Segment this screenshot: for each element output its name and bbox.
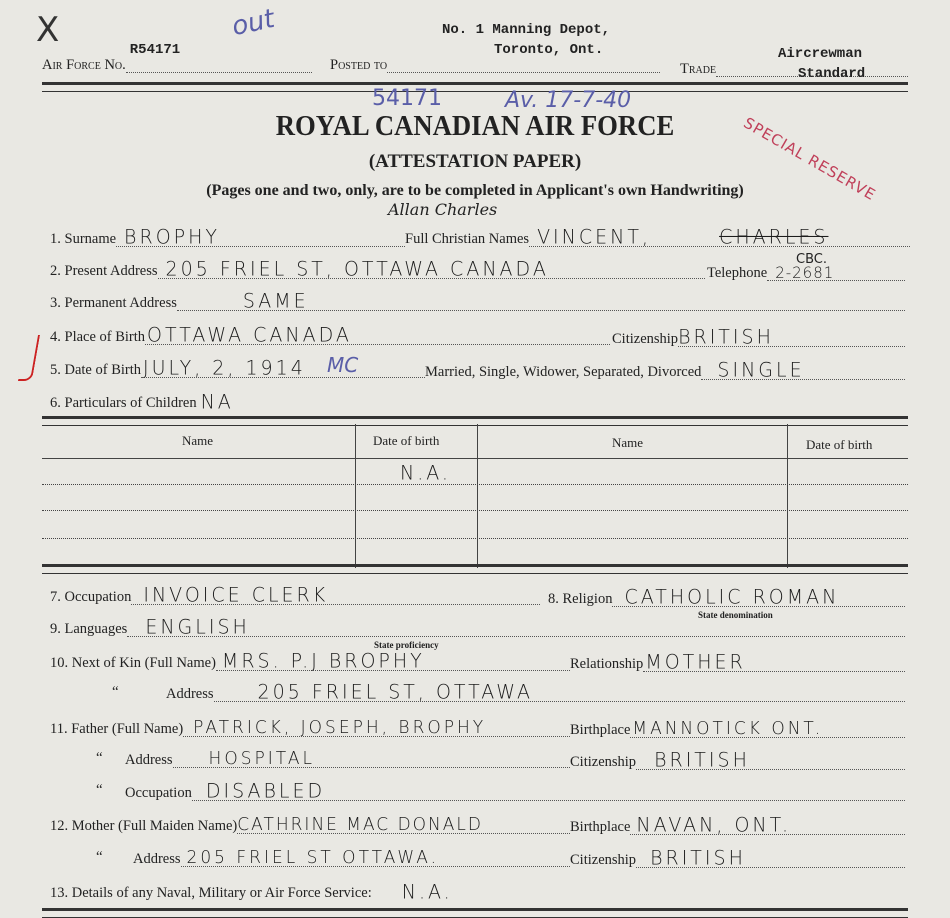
marital-status-field: Married, Single, Widower, Separated, Divorced SINGLE: [425, 359, 905, 383]
father-value: PATRICK, JOSEPH, BROPHY: [193, 717, 487, 739]
mother-address-field: Address 205 FRIEL ST OTTAWA.: [133, 846, 570, 870]
page-subtitle: (ATTESTATION PAPER): [368, 151, 582, 172]
service-field: 13. Details of any Naval, Military or Air Force Service: N.A.: [50, 880, 453, 904]
father-citizenship-field: Citizenship BRITISH: [570, 749, 905, 773]
table-col-divider: [355, 424, 356, 568]
telephone-field: Telephone 2-2681: [707, 260, 905, 284]
christian-names-struck: CHARLES: [719, 225, 829, 249]
page-title: ROYAL CANADIAN AIR FORCE: [275, 110, 675, 142]
father-address-value: HOSPITAL: [208, 748, 315, 770]
mark-x: X: [36, 10, 60, 50]
next-of-kin-value: MRS. P.J BROPHY: [221, 649, 425, 673]
ditto-mark: “: [96, 750, 103, 766]
posted-to-line1: No. 1 Manning Depot,: [442, 22, 611, 38]
occupation-value: INVOICE CLERK: [143, 583, 329, 607]
trade-line2: Standard: [798, 66, 866, 82]
children-value: NA: [200, 390, 234, 414]
ditto-mark: “: [96, 782, 103, 798]
table-row-line: [42, 484, 908, 485]
table-bottom-rule: [42, 564, 908, 574]
ditto-mark: “: [96, 849, 103, 865]
bottom-rule: [42, 908, 908, 918]
table-row-line: [42, 538, 908, 539]
mother-address-value: 205 FRIEL ST OTTAWA.: [186, 847, 440, 869]
father-birthplace-field: Birthplace MANNOTICK ONT.: [570, 717, 905, 741]
posted-to-line2: Toronto, Ont.: [494, 42, 604, 58]
languages-field: 9. Languages ENGLISH: [50, 616, 905, 640]
air-force-no: R54171: [129, 42, 181, 58]
languages-hint: State proficiency: [374, 640, 439, 650]
relationship-field: Relationship MOTHER: [570, 651, 905, 675]
service-value: N.A.: [401, 880, 453, 904]
table-row-line: [42, 510, 908, 511]
marital-status-value: SINGLE: [717, 358, 805, 382]
citizenship-value: BRITISH: [678, 325, 774, 349]
mother-citizenship-value: BRITISH: [650, 846, 746, 870]
children-field: 6. Particulars of Children NA: [50, 390, 234, 414]
father-birthplace-value: MANNOTICK ONT.: [632, 718, 824, 740]
pencil-note: 54171: [372, 86, 442, 111]
christian-names-added: Allan Charles: [388, 200, 498, 219]
father-citizenship-value: BRITISH: [654, 748, 750, 772]
mother-field: 12. Mother (Full Maiden Name) CATHRINE MAC DONALD: [50, 813, 570, 837]
kin-address-field: Address 205 FRIEL ST, OTTAWA: [166, 681, 905, 705]
ditto-mark: “: [112, 684, 119, 700]
occupation-field: 7. Occupation INVOICE CLERK: [50, 584, 540, 608]
header-rule: [42, 82, 908, 92]
table-col-divider: [477, 424, 478, 568]
instruction: (Pages one and two, only, are to be completed in Applicant's own Handwriting): [206, 182, 744, 199]
christian-names-field: Full Christian Names VINCENT, CHARLES: [405, 226, 910, 250]
air-force-no-field: Air Force No. R54171: [42, 52, 312, 76]
table-row-line: [42, 458, 908, 459]
religion-hint: State denomination: [698, 610, 773, 620]
mother-value: CATHRINE MAC DONALD: [237, 814, 483, 836]
posted-to-field: Posted to: [330, 52, 660, 76]
table-header-name-1: Name: [182, 433, 214, 448]
table-top-rule: [42, 416, 908, 426]
christian-names-value: VINCENT,: [537, 225, 652, 249]
pencil-date: Av. 17-7-40: [505, 88, 632, 113]
special-reserve-stamp: SPECIAL RESERVE: [740, 113, 880, 205]
telephone-value: 2-2681: [775, 263, 835, 283]
table-header-dob-1: Date of birth: [373, 433, 440, 448]
permanent-address-value: SAME: [242, 289, 309, 313]
father-occupation-field: Occupation DISABLED: [125, 780, 905, 804]
surname-field: 1. Surname BROPHY: [50, 226, 405, 250]
kin-address-value: 205 FRIEL ST, OTTAWA: [257, 680, 534, 704]
religion-field: 8. Religion CATHOLIC ROMAN: [548, 586, 905, 610]
mother-birthplace-value: NAVAN, ONT.: [636, 813, 792, 837]
surname-value: BROPHY: [124, 225, 220, 249]
table-col-divider: [787, 424, 788, 568]
mother-citizenship-field: Citizenship BRITISH: [570, 847, 905, 871]
table-header-name-2: Name: [612, 435, 644, 450]
table-header-dob-2: Date of birth: [806, 437, 873, 452]
mark-out: out: [229, 3, 278, 43]
date-of-birth-value: JULY, 2, 1914: [143, 356, 306, 380]
telephone-exchange: CBC.: [796, 252, 827, 267]
father-address-field: Address HOSPITAL: [125, 747, 570, 771]
present-address-field: 2. Present Address 205 FRIEL ST, OTTAWA CANADA: [50, 258, 705, 282]
religion-value: CATHOLIC ROMAN: [624, 585, 840, 609]
dob-mark: MC: [327, 353, 359, 377]
trade-line1: Aircrewman: [778, 46, 863, 62]
languages-value: ENGLISH: [145, 615, 250, 639]
table-entry: N.A.: [400, 461, 451, 485]
citizenship-field: Citizenship BRITISH: [612, 326, 905, 350]
mother-birthplace-field: Birthplace NAVAN, ONT.: [570, 814, 905, 838]
father-field: 11. Father (Full Name) PATRICK, JOSEPH, BROPHY: [50, 716, 570, 740]
father-occupation-value: DISABLED: [205, 779, 326, 803]
date-of-birth-field: 5. Date of Birth JULY, 2, 1914 MC: [50, 357, 425, 381]
present-address-value: 205 FRIEL ST, OTTAWA CANADA: [165, 257, 549, 281]
red-check-mark: [18, 335, 40, 381]
place-of-birth-value: OTTAWA CANADA: [147, 323, 352, 347]
trade-field: Trade: [680, 56, 908, 80]
place-of-birth-field: 4. Place of Birth OTTAWA CANADA: [50, 324, 610, 348]
relationship-value: MOTHER: [645, 650, 746, 674]
next-of-kin-field: 10. Next of Kin (Full Name) MRS. P.J BROPHY: [50, 650, 570, 674]
permanent-address-field: 3. Permanent Address SAME: [50, 290, 905, 314]
